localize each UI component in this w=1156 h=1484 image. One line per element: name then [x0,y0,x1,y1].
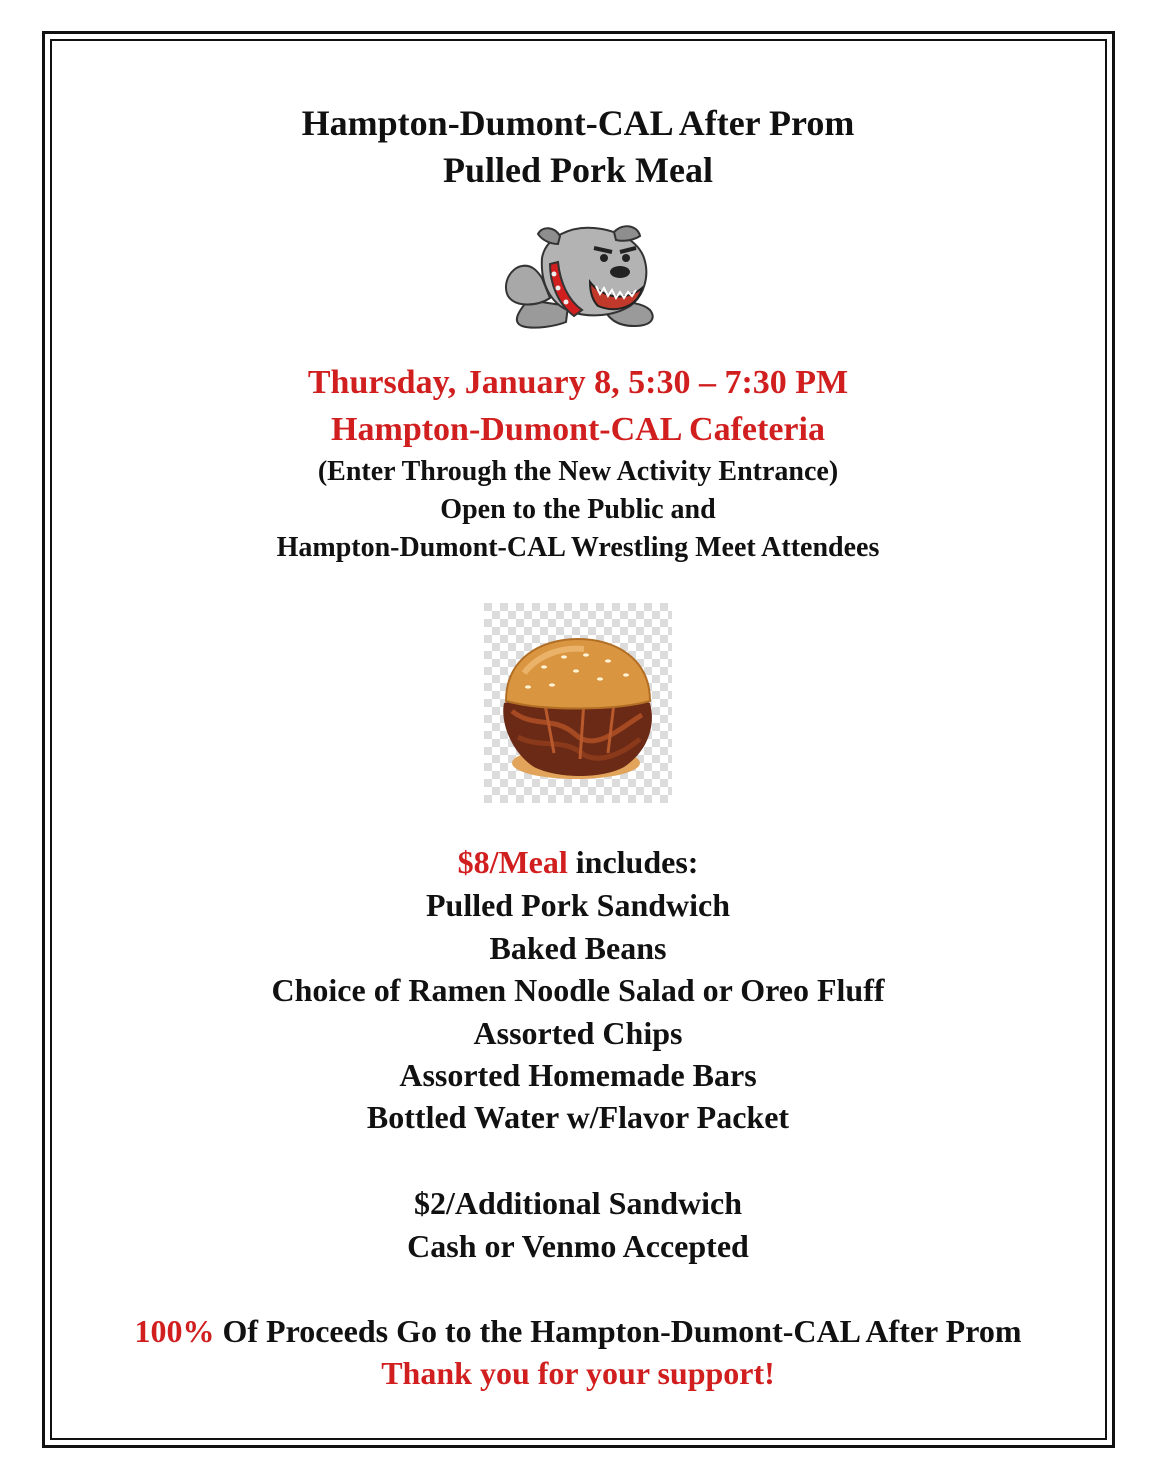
menu-item: Assorted Homemade Bars [399,1057,757,1093]
menu-item: Bottled Water w/Flavor Packet [366,1099,790,1135]
wrestling-attendees: Hampton-Dumont-CAL Wrestling Meet Attendees [276,532,880,563]
thank-you-message: Thank you for your support! [381,1355,775,1391]
event-location: Hampton-Dumont-CAL Cafeteria [331,411,825,448]
payment-methods: Cash or Venmo Accepted [407,1228,749,1264]
pulled-pork-sandwich-icon [484,603,672,803]
proceeds-text: Of Proceeds Go to the Hampton-Dumont-CAL After Prom [214,1313,1022,1349]
event-datetime: Thursday, January 8, 5:30 – 7:30 PM [307,364,849,401]
entrance-note: (Enter Through the New Activity Entrance) [317,456,839,487]
proceeds-percent: 100% [134,1313,215,1349]
menu-item: Baked Beans [489,930,667,966]
includes-label: includes: [567,844,699,880]
flyer-subtitle: Pulled Pork Meal [443,150,713,190]
meal-price-line [0,844,1156,881]
menu-item: Choice of Ramen Noodle Salad or Oreo Fluff [271,972,885,1008]
menu-item: Pulled Pork Sandwich [425,887,731,923]
meal-price: $8/Meal [457,844,568,880]
bulldog-mascot-icon [498,222,660,335]
menu-item: Assorted Chips [473,1015,683,1051]
flyer-title: Hampton-Dumont-CAL After Prom [301,103,855,143]
additional-sandwich: $2/Additional Sandwich [413,1185,743,1221]
open-to-public: Open to the Public and [440,494,716,525]
proceeds-line [0,1313,1156,1350]
